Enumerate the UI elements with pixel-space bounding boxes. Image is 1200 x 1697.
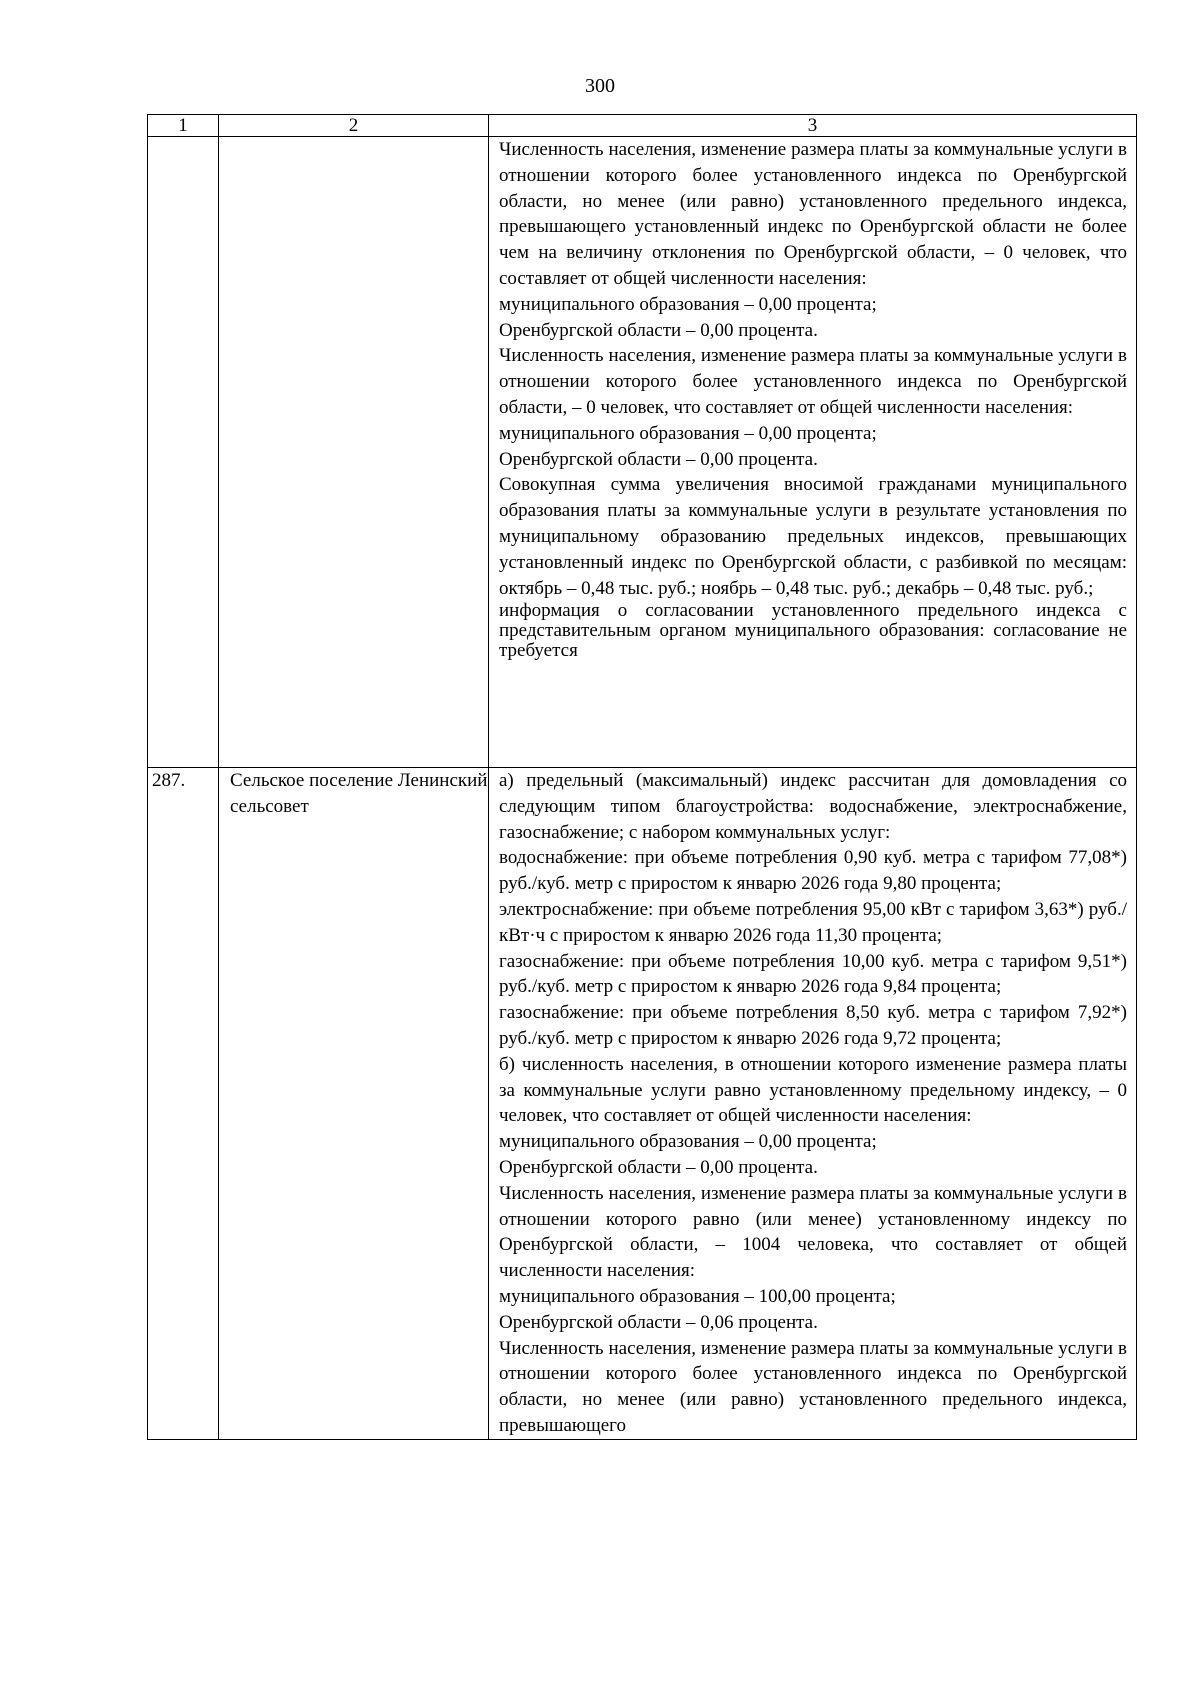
paragraph: электроснабжение: при объеме потребления 95,00 кВт с тарифом 3,63*) руб./кВт·ч с приростом к январю 2026 года 11,30 процента; — [499, 898, 1127, 946]
paragraph: Оренбургской области – 0,00 процента. — [499, 1156, 818, 1178]
row-number-cell — [148, 137, 219, 768]
header-cell-2: 2 — [219, 115, 489, 137]
paragraph: Совокупная сумма увеличения вносимой гражданами муниципального образования платы за коммунальные услуги в результате установления по муниципальному образованию предельных индексов, превышающих установленный индекс по Оренбургской области, с разбивкой по месяцам: октябрь – 0,48 тыс. руб.; ноябрь – 0,48 тыс. руб.; декабрь – 0,48 тыс. руб.; — [499, 474, 1127, 599]
settlement-name-cell — [219, 137, 489, 768]
paragraph: газоснабжение: при объеме потребления 8,50 куб. метра с тарифом 7,92*) руб./куб. метр с приростом к январю 2026 года 9,72 процента; — [499, 1002, 1127, 1049]
paragraph: Численность населения, изменение размера платы за коммунальные услуги в отношении которого более установленного индекса по Оренбургской области, но менее (или равно) установленного предельного индекса, превышающего установленный индекс по Оренбургской области не более чем на величину отклонения по Оренбургской области, – 0 человек, что составляет от общей численности населения: — [499, 139, 1127, 289]
paragraph: информация о согласовании установленного предельного индекса с представительным органом муниципального образования: согласование не требуется — [499, 600, 1127, 662]
paragraph: муниципального образования – 0,00 процента; — [499, 422, 877, 444]
header-cell-1: 1 — [148, 115, 219, 137]
table-row — [148, 768, 1137, 1440]
page-number: 300 — [585, 75, 615, 97]
description-cell — [489, 768, 1137, 1440]
paragraph: Оренбургской области – 0,00 процента. — [499, 448, 818, 470]
paragraph: Численность населения, изменение размера платы за коммунальные услуги в отношении которого равно (или менее) установленному индексу по Оренбургской области, – 1004 человека, что составляет от общей численности населения: — [499, 1182, 1127, 1282]
paragraph: водоснабжение: при объеме потребления 0,90 куб. метра с тарифом 77,08*) руб./куб. метр с приростом к январю 2026 года 9,80 процента; — [499, 847, 1127, 895]
row-number-cell: 287. — [148, 768, 219, 1440]
description-cell — [489, 137, 1137, 768]
paragraph: Численность населения, изменение размера платы за коммунальные услуги в отношении которого более установленного индекса по Оренбургской области, но менее (или равно) установленного предельного индекса, превышающего — [499, 1337, 1127, 1436]
table-row — [148, 137, 1137, 768]
document-table — [147, 114, 1137, 1440]
paragraph: б) численность населения, в отношении которого изменение размера платы за коммунальные услуги равно установленному предельному индексу, – 0 человек, что составляет от общей численности населения: — [499, 1053, 1127, 1127]
paragraph: муниципального образования – 0,00 процента; — [499, 1131, 877, 1153]
paragraph: а) предельный (максимальный) индекс рассчитан для домовладения со следующим типом благоустройства: водоснабжение, электроснабжение, газоснабжение; с набором коммунальных услуг: — [499, 770, 1127, 843]
paragraph: Оренбургской области – 0,06 процента. — [499, 1311, 818, 1333]
paragraph: газоснабжение: при объеме потребления 10,00 куб. метра с тарифом 9,51*) руб./куб. метр с приростом к январю 2026 года 9,84 процента; — [499, 950, 1127, 998]
settlement-name-cell: Сельское поселение Ленинский сельсовет — [219, 768, 489, 1440]
paragraph: Оренбургской области – 0,00 процента. — [499, 319, 818, 341]
paragraph: муниципального образования – 0,00 процента; — [499, 293, 877, 315]
table-header-row — [148, 115, 1137, 137]
paragraph: Численность населения, изменение размера платы за коммунальные услуги в отношении которого более установленного индекса по Оренбургской области, – 0 человек, что составляет от общей численности населения: — [499, 345, 1127, 418]
header-cell-3: 3 — [489, 115, 1137, 137]
paragraph: муниципального образования – 100,00 процента; — [499, 1285, 896, 1307]
